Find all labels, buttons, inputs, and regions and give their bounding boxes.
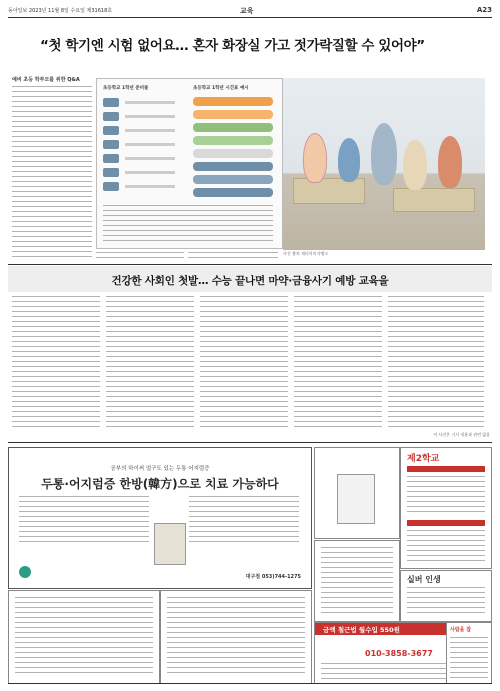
ad-steel-title: 금액 철근법 월수입 550원 — [323, 626, 400, 634]
ad-copy-left — [19, 496, 149, 546]
masthead — [8, 4, 492, 18]
article2-column-5 — [388, 296, 484, 430]
supplies-title: 초등학교 1학년 준비물 — [103, 86, 149, 91]
list-item — [103, 125, 183, 136]
page-bottom-rule — [8, 683, 492, 684]
timetable-slot — [193, 188, 273, 197]
ad-middle-bottom[interactable] — [314, 540, 400, 622]
photo-caption: 사진 출처 게티이미지뱅크 — [283, 251, 329, 256]
timetable-slot — [193, 136, 273, 145]
ad-copy-right — [189, 496, 299, 546]
article2-column-4 — [294, 296, 382, 430]
section-banner — [8, 266, 492, 292]
ad-middle-top[interactable] — [314, 447, 400, 539]
timetable-slot — [193, 162, 273, 171]
ad-tagline: 공부의 하이써 얼구도 있는 두통 어지럼증 — [110, 466, 210, 472]
timetable-slot — [193, 110, 273, 119]
classroom-photo — [283, 78, 485, 250]
infographic-box — [96, 78, 283, 249]
infobox-notes — [103, 205, 273, 241]
headline: “첫 학기엔 시험 없어요… 혼자 화장실 가고 젓가락질할 수 있어야” — [40, 38, 425, 54]
article-text-column-2 — [96, 252, 184, 262]
timetable-slot — [193, 97, 273, 106]
list-item — [103, 153, 183, 164]
ad-right-middle[interactable] — [400, 570, 492, 622]
masthead-rule — [8, 17, 492, 18]
timetable-slot — [193, 123, 273, 132]
ad-right-top[interactable] — [400, 447, 492, 569]
article2-column-1 — [12, 296, 100, 430]
page-number: A23 — [476, 6, 492, 14]
section-name: 교육 — [240, 7, 254, 15]
section-banner-title: 건강한 사회인 첫발… 수능 끝나면 마약·금융사기 예방 교육을 — [111, 275, 389, 287]
article-subhead: 예비 초등 학부모를 위한 Q&A — [12, 77, 80, 83]
ad-headache-clinic[interactable] — [8, 447, 312, 589]
section-divider — [8, 264, 492, 265]
clinic-logo-icon — [19, 566, 31, 578]
list-item — [103, 181, 183, 192]
ad-divider — [8, 442, 492, 443]
ad-classified-1[interactable] — [8, 590, 160, 684]
article2-column-2 — [106, 296, 194, 430]
timetable-slot — [193, 175, 273, 184]
ad-right-middle-title: 실버 인생 — [407, 575, 441, 584]
list-item — [103, 97, 183, 108]
timetable-title: 초등학교 1학년 시간표 예시 — [193, 86, 249, 91]
ad-right-bottom[interactable] — [446, 622, 492, 684]
list-item — [103, 111, 183, 122]
ad-product-image — [154, 523, 186, 565]
article-text-column-1 — [12, 86, 92, 258]
article2-column-3 — [200, 296, 288, 430]
list-item — [103, 139, 183, 150]
timetable-slot — [193, 149, 273, 158]
ad-steel-phone: 010-3858-3677 — [365, 649, 433, 658]
ad-title: 두통·어지럼증 한방(韓方)으로 치료 가능하다 — [41, 477, 279, 491]
list-item — [103, 167, 183, 178]
ad-right-title: 제2학교 — [407, 454, 440, 464]
ad-right-bottom-title: 사람을 잡 — [450, 627, 472, 633]
ad-classified-2[interactable] — [160, 590, 312, 684]
masthead-info: 동아일보 2023년 11월 8일 수요일 제31618호 — [8, 8, 113, 14]
article-text-column-3 — [188, 252, 278, 262]
byline: 이 사진은 기사 내용과 관련 없음 — [433, 432, 490, 437]
ad-phone: 대구점 053)744-1275 — [245, 574, 301, 580]
